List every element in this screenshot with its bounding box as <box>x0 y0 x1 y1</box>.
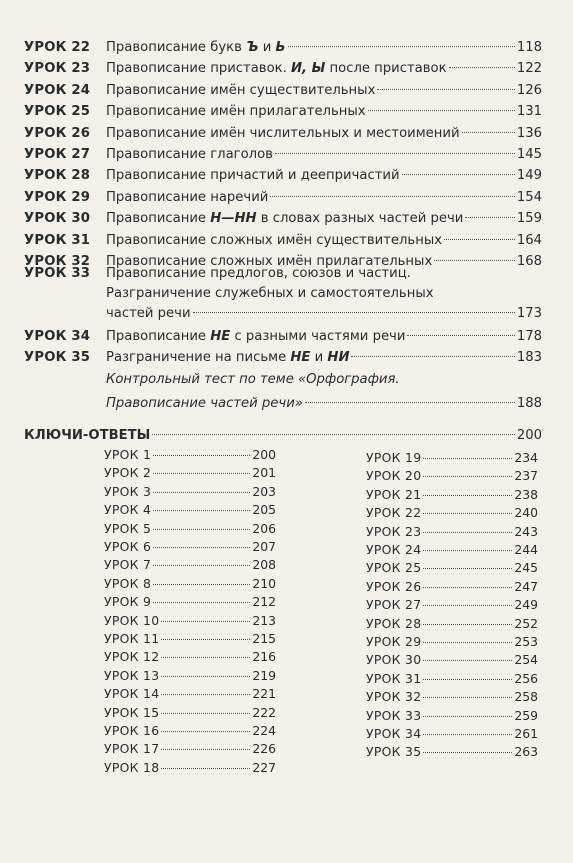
answer-lesson-label: УРОК 15 <box>104 704 160 720</box>
lesson-title: Правописание имён прилагательных <box>106 104 366 120</box>
answer-lesson-label: УРОК 34 <box>366 726 422 741</box>
page-number: 178 <box>516 329 542 344</box>
page-number: 238 <box>514 486 538 502</box>
page-number: 244 <box>514 542 538 557</box>
answer-lesson-label: УРОК 30 <box>366 652 422 668</box>
lesson-title: Правописание сложных имён прилагательных <box>106 254 433 269</box>
answer-lesson-label: УРОК 27 <box>366 597 422 613</box>
answer-entry[interactable] <box>104 520 276 538</box>
page-number: 183 <box>516 350 542 365</box>
leader-dots <box>407 335 514 336</box>
leader-dots <box>275 153 515 154</box>
answer-entry[interactable] <box>104 759 276 777</box>
answer-lesson-label: УРОК 20 <box>366 468 422 484</box>
lesson-number: УРОК 29 <box>24 189 91 205</box>
answer-entry[interactable] <box>366 596 538 614</box>
page-number: 222 <box>252 704 276 720</box>
lesson-title-line-1: Правописание предлогов, союзов и частиц. <box>106 266 411 281</box>
leader-dots <box>161 676 250 677</box>
leader-dots <box>153 529 250 530</box>
answer-entry[interactable] <box>366 504 538 522</box>
leader-dots <box>449 67 515 68</box>
answer-entry[interactable] <box>104 740 276 758</box>
answer-entry[interactable] <box>104 464 276 482</box>
page-number: 221 <box>252 686 276 702</box>
leader-dots <box>434 260 515 261</box>
lesson-number: УРОК 30 <box>24 211 91 227</box>
leader-dots <box>161 768 250 769</box>
page-number: 243 <box>514 523 538 539</box>
answer-lesson-label: УРОК 33 <box>366 707 422 723</box>
answer-lesson-label: УРОК 16 <box>104 723 160 738</box>
answer-entry[interactable] <box>104 667 276 685</box>
answer-entry[interactable] <box>366 633 538 651</box>
leader-dots <box>161 621 250 622</box>
answer-entry[interactable] <box>104 704 276 722</box>
answer-entry[interactable] <box>104 556 276 574</box>
answer-lesson-label: УРОК 32 <box>366 689 422 705</box>
leader-dots <box>161 639 250 640</box>
answer-lesson-label: УРОК 18 <box>104 759 160 775</box>
leader-dots <box>462 132 515 133</box>
page-number: 215 <box>252 631 276 646</box>
answer-lesson-label: УРОК 31 <box>366 670 422 686</box>
page-number: 201 <box>252 465 276 481</box>
page-number: 205 <box>252 502 276 518</box>
leader-dots <box>423 458 512 459</box>
page-number: 210 <box>252 575 276 591</box>
leader-dots <box>270 196 514 197</box>
answer-entry[interactable] <box>104 685 276 703</box>
leader-dots <box>161 657 250 658</box>
answer-lesson-label: УРОК 22 <box>366 505 422 521</box>
page-number: 259 <box>514 707 538 723</box>
lesson-title: Правописание имён существительных <box>106 82 376 98</box>
answer-entry[interactable] <box>104 446 276 464</box>
answer-entry[interactable] <box>366 559 538 577</box>
answer-entry[interactable] <box>366 467 538 485</box>
lesson-title: Правописание причастий и деепричастий <box>106 168 400 184</box>
page-number: 240 <box>514 505 538 521</box>
leader-dots <box>444 239 515 240</box>
leader-dots <box>377 89 514 90</box>
page-number: 213 <box>252 612 276 628</box>
answer-entry[interactable] <box>104 648 276 666</box>
answer-entry[interactable] <box>366 743 538 761</box>
answer-entry[interactable] <box>366 578 538 596</box>
answer-lesson-label: УРОК 2 <box>104 465 152 481</box>
answer-lesson-label: УРОК 9 <box>104 594 152 610</box>
leader-dots <box>423 642 512 643</box>
lesson-title: Разграничение на письме НЕ и НИ <box>106 350 350 365</box>
page-number: 258 <box>514 689 538 705</box>
answer-entry[interactable] <box>366 707 538 725</box>
answer-lesson-label: УРОК 13 <box>104 667 160 683</box>
page-number: 237 <box>514 468 538 484</box>
answer-entry[interactable] <box>104 593 276 611</box>
leader-dots <box>423 734 512 735</box>
leader-dots <box>193 312 515 313</box>
leader-dots <box>423 697 512 698</box>
answer-lesson-label: УРОК 3 <box>104 483 152 499</box>
leader-dots <box>423 605 512 606</box>
leader-dots <box>153 473 250 474</box>
test-title-line-2: Правописание частей речи» <box>106 396 303 411</box>
page-number: 145 <box>516 147 542 162</box>
page-number: 154 <box>516 189 542 205</box>
lesson-number: УРОК 26 <box>24 125 91 141</box>
lesson-number: УРОК 33 <box>24 266 91 281</box>
page-number: 206 <box>252 520 276 536</box>
leader-dots <box>153 602 250 603</box>
answer-lesson-label: УРОК 23 <box>366 523 422 539</box>
answer-lesson-label: УРОК 28 <box>366 615 422 631</box>
lesson-number: УРОК 32 <box>24 254 91 269</box>
leader-dots <box>423 660 512 661</box>
answer-lesson-label: УРОК 25 <box>366 560 422 576</box>
answer-lesson-label: УРОК 8 <box>104 575 152 591</box>
leader-dots <box>423 587 512 588</box>
leader-dots <box>423 679 512 680</box>
lesson-title: Правописание приставок. И, Ы после приставок <box>106 61 447 77</box>
page-number: 207 <box>252 539 276 554</box>
answer-entry[interactable] <box>366 725 538 743</box>
answer-entry[interactable] <box>104 722 276 740</box>
leader-dots <box>288 46 515 47</box>
page-number: 118 <box>516 40 542 55</box>
page-number: 234 <box>514 450 538 465</box>
page-number: 203 <box>252 483 276 499</box>
page-number: 164 <box>516 232 542 248</box>
answer-lesson-label: УРОК 26 <box>366 578 422 594</box>
lesson-number: УРОК 24 <box>24 82 91 98</box>
page-number: 212 <box>252 594 276 610</box>
leader-dots <box>465 217 515 218</box>
leader-dots <box>423 513 512 514</box>
page-number: 159 <box>516 211 542 227</box>
answer-lesson-label: УРОК 4 <box>104 502 152 518</box>
lesson-number: УРОК 22 <box>24 40 91 55</box>
answer-lesson-label: УРОК 29 <box>366 634 422 649</box>
leader-dots <box>423 624 512 625</box>
page-number: 122 <box>516 61 542 77</box>
page-number: 208 <box>252 557 276 573</box>
lesson-title: Правописание сложных имён существительных <box>106 232 443 248</box>
lesson-title-line-3: частей речи <box>106 306 191 321</box>
page-number: 247 <box>514 578 538 594</box>
answer-lesson-label: УРОК 21 <box>366 486 422 502</box>
leader-dots <box>305 402 515 403</box>
page-number: 253 <box>514 634 538 649</box>
leader-dots <box>161 694 250 695</box>
leader-dots <box>161 713 250 714</box>
answer-entry[interactable] <box>104 483 276 501</box>
leader-dots <box>161 749 250 750</box>
lesson-number: УРОК 23 <box>24 61 91 77</box>
page-number: 226 <box>252 741 276 757</box>
leader-dots <box>423 716 512 717</box>
lesson-number: УРОК 34 <box>24 329 91 344</box>
answer-entry[interactable] <box>366 651 538 669</box>
page-number: 200 <box>252 447 276 462</box>
leader-dots <box>402 174 515 175</box>
lesson-number: УРОК 25 <box>24 104 91 120</box>
answer-entry[interactable] <box>366 523 538 541</box>
leader-dots <box>423 550 512 551</box>
page-number: 188 <box>516 396 542 411</box>
answer-keys-heading: КЛЮЧИ-ОТВЕТЫ <box>24 428 151 443</box>
page-number: 131 <box>516 104 542 120</box>
answer-entry[interactable] <box>104 630 276 648</box>
answer-entry[interactable] <box>104 538 276 556</box>
answer-lesson-label: УРОК 14 <box>104 686 160 702</box>
leader-dots <box>423 568 512 569</box>
page-number: 126 <box>516 82 542 98</box>
test-title-line-1: Контрольный тест по теме «Орфография. <box>106 372 400 387</box>
page-number: 173 <box>516 306 542 321</box>
lesson-number: УРОК 27 <box>24 147 91 162</box>
page-number: 254 <box>514 652 538 668</box>
page-number: 136 <box>516 125 542 141</box>
answer-entry[interactable] <box>104 575 276 593</box>
page-number: 227 <box>252 759 276 775</box>
leader-dots <box>423 495 512 496</box>
lesson-title: Правописание глаголов <box>106 147 273 162</box>
leader-dots <box>152 434 515 435</box>
page-number: 245 <box>514 560 538 576</box>
page-number: 219 <box>252 667 276 683</box>
page-number: 216 <box>252 649 276 665</box>
leader-dots <box>161 731 250 732</box>
lesson-title: Правописание имён числительных и местоимений <box>106 125 460 141</box>
answer-lesson-label: УРОК 11 <box>104 631 160 646</box>
answer-entry[interactable] <box>366 615 538 633</box>
leader-dots <box>153 565 250 566</box>
answer-lesson-label: УРОК 6 <box>104 539 152 554</box>
lesson-number: УРОК 28 <box>24 168 91 184</box>
leader-dots <box>153 584 250 585</box>
page-number: 256 <box>514 670 538 686</box>
answer-lesson-label: УРОК 35 <box>366 744 422 760</box>
page-number: 200 <box>516 428 542 443</box>
lesson-title: Правописание НЕ с разными частями речи <box>106 329 406 344</box>
page-number: 168 <box>516 254 542 269</box>
answer-entry[interactable] <box>366 670 538 688</box>
lesson-title: Правописание Н—НН в словах разных частей речи <box>106 211 464 227</box>
page-number: 263 <box>514 744 538 760</box>
answer-entry[interactable] <box>366 486 538 504</box>
page-number: 252 <box>514 615 538 631</box>
leader-dots <box>351 356 514 357</box>
leader-dots <box>423 476 512 477</box>
page-number: 249 <box>514 597 538 613</box>
lesson-title: Правописание букв Ъ и Ь <box>106 40 286 55</box>
leader-dots <box>368 110 515 111</box>
leader-dots <box>153 510 250 511</box>
answer-entry[interactable] <box>104 612 276 630</box>
answer-lesson-label: УРОК 1 <box>104 447 152 462</box>
answer-entry[interactable] <box>366 449 538 467</box>
answer-lesson-label: УРОК 19 <box>366 450 422 465</box>
leader-dots <box>153 455 250 456</box>
lesson-title-line-2: Разграничение служебных и самостоятельных <box>106 286 434 301</box>
lesson-number: УРОК 31 <box>24 232 91 248</box>
page-number: 149 <box>516 168 542 184</box>
answer-lesson-label: УРОК 17 <box>104 741 160 757</box>
leader-dots <box>153 547 250 548</box>
leader-dots <box>153 492 250 493</box>
answer-entry[interactable] <box>366 541 538 559</box>
answer-entry[interactable] <box>104 501 276 519</box>
page-number: 224 <box>252 723 276 738</box>
answer-lesson-label: УРОК 12 <box>104 649 160 665</box>
lesson-title: Правописание наречий <box>106 189 269 205</box>
answer-lesson-label: УРОК 7 <box>104 557 152 573</box>
toc-entry-answer-keys[interactable] <box>24 426 542 446</box>
answer-lesson-label: УРОК 24 <box>366 542 422 557</box>
answer-lesson-label: УРОК 10 <box>104 612 160 628</box>
leader-dots <box>423 532 512 533</box>
answer-entry[interactable] <box>366 688 538 706</box>
leader-dots <box>423 752 512 753</box>
answer-lesson-label: УРОК 5 <box>104 520 152 536</box>
page-number: 261 <box>514 726 538 741</box>
lesson-number: УРОК 35 <box>24 350 91 365</box>
